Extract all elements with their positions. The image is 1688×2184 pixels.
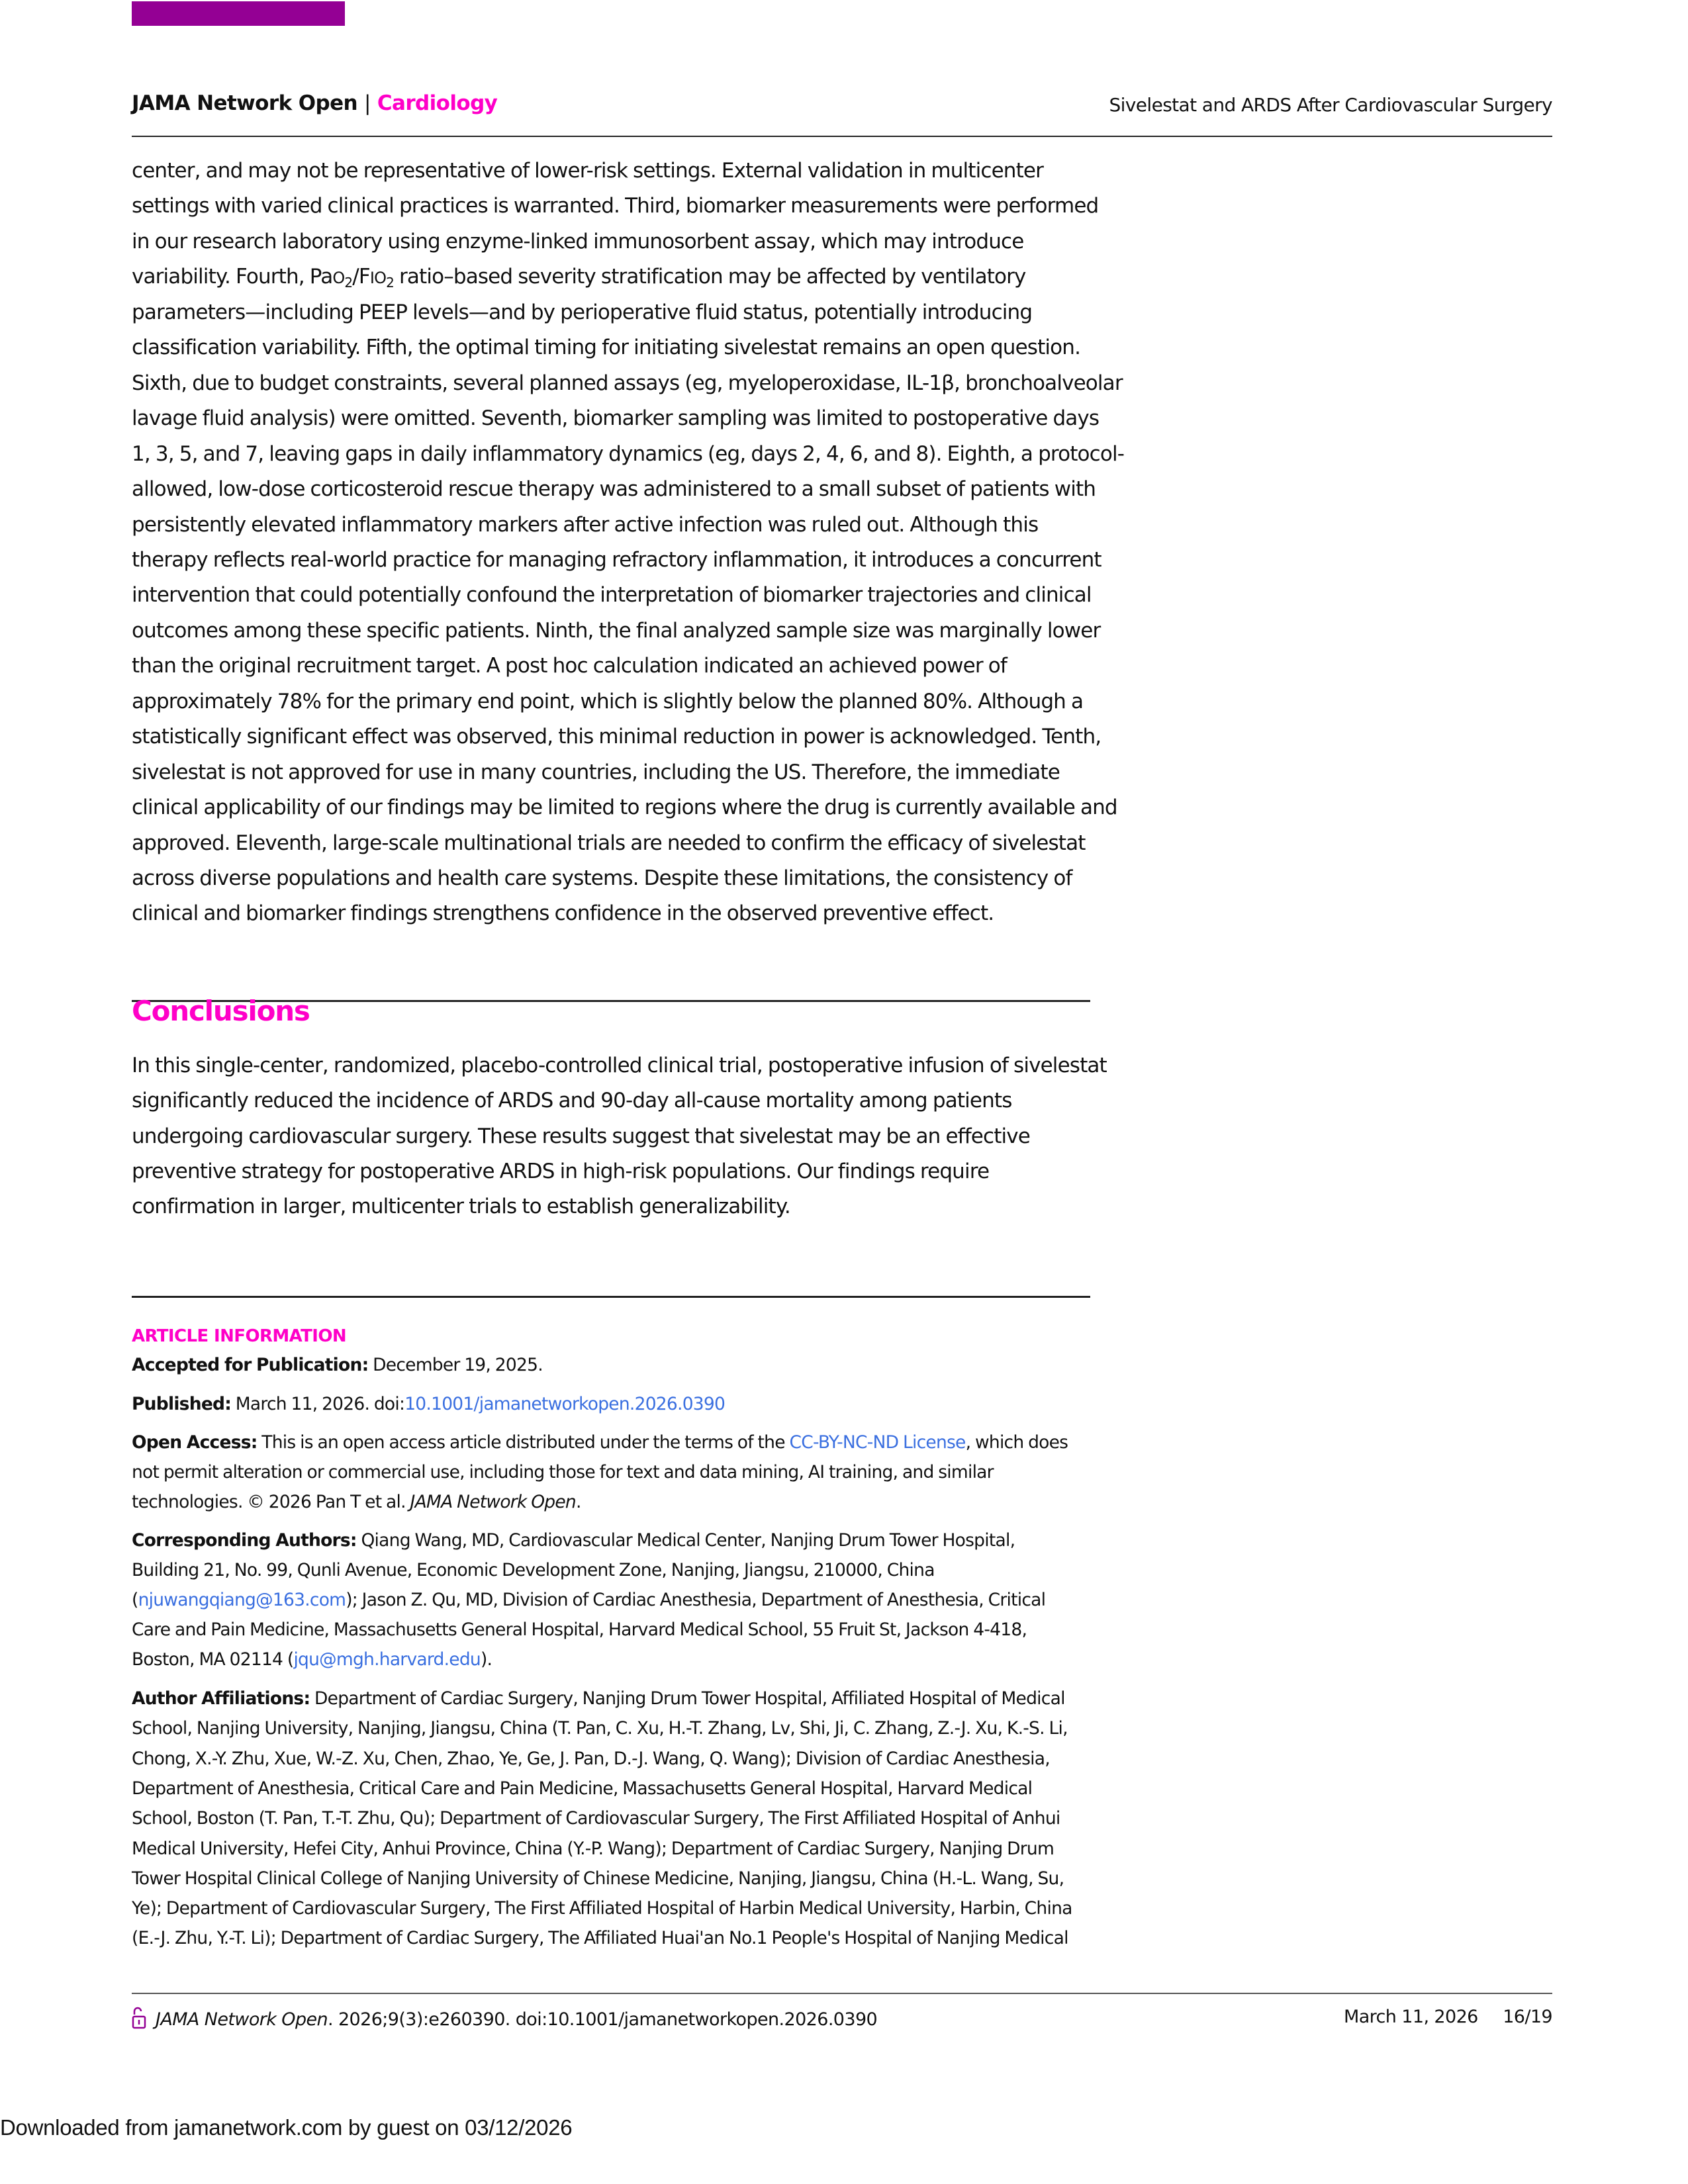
body-text-line: across diverse populations and health care systems. Despite these limitations, the consistency of [132,866,1072,890]
affiliations-label: Author Affiliations: [132,1688,310,1709]
affiliation-line: Department of Anesthesia, Critical Care and Pain Medicine, Massachusetts General Hospital, Harvard Medical [132,1778,1033,1799]
corresponding-text: ). [480,1649,492,1670]
corresponding-text: Boston, MA 02114 ( [132,1649,294,1670]
accepted-label: Accepted for Publication: [132,1355,369,1375]
accepted-line [132,1354,543,1377]
conclusion-text-line: confirmation in larger, multicenter trials to establish generalizability. [132,1195,790,1219]
body-text-line: outcomes among these specific patients. Ninth, the final analyzed sample size was marginally lower [132,618,1101,643]
header-separator: | [364,91,371,115]
corresponding-line-2: Building 21, No. 99, Qunli Avenue, Economic Development Zone, Nanjing, Jiangsu, 210000, China [132,1560,935,1580]
open-access-line-2: not permit alteration or commercial use, including those for text and data mining, AI training, and similar [132,1462,994,1482]
footer-rule [132,1993,1552,1994]
conclusion-text-line: preventive strategy for postoperative ARDS in high-risk populations. Our findings require [132,1159,990,1183]
body-text-line: persistently elevated inflammatory markers after active infection was ruled out. Although this [132,512,1039,537]
body-text-line: lavage fluid analysis) were omitted. Seventh, biomarker sampling was limited to postoperative days [132,406,1100,431]
license-link[interactable]: CC-BY-NC-ND License [789,1432,966,1453]
body-text-line: therapy reflects real-world practice for managing refractory inflammation, it introduces a concurrent [132,547,1102,572]
corresponding-text: ); Jason Z. Qu, MD, Division of Cardiac Anesthesia, Department of Anesthesia, Critical [346,1590,1046,1610]
affiliation-line: School, Boston (T. Pan, T.-T. Zhu, Qu); Department of Cardiovascular Surgery, The First Affiliated Hospital of Anhui [132,1808,1060,1829]
affiliation-text: Department of Cardiac Surgery, Nanjing Drum Tower Hospital, Affiliated Hospital of Medical [314,1688,1065,1709]
brand-color-bar [132,1,345,26]
body-text-line: parameters—including PEEP levels—and by perioperative fluid status, potentially introducing [132,300,1033,324]
conclusion-text-line: In this single-center, randomized, placebo-controlled clinical trial, postoperative infusion of sivelestat [132,1054,1107,1077]
affiliation-line: Tower Hospital Clinical College of Nanjing University of Chinese Medicine, Nanjing, Jiangsu, China (H.-L. Wang, Su, [132,1868,1064,1889]
paren: ( [132,1590,138,1610]
open-access-label: Open Access: [132,1432,258,1453]
body-text-line: classification variability. Fifth, the optimal timing for initiating sivelestat remains an open question. [132,336,1081,360]
section-label: Cardiology [377,91,498,115]
body-text-line: variability. Fourth, $PaO_2/FIO_2$ ratio–based severity stratification may be affected by ventilatory [132,265,1026,291]
conclusion-text-line: undergoing cardiovascular surgery. These results suggest that sivelestat may be an effective [132,1124,1031,1148]
body-text-line: center, and may not be representative of lower-risk settings. External validation in multicenter [132,159,1044,183]
running-header-left [132,91,497,115]
footer-citation [132,2007,877,2030]
journal-name: JAMA Network Open [132,91,358,115]
running-title: Sivelestat and ARDS After Cardiovascular Surgery [1109,94,1552,116]
open-access-line-3 [132,1491,581,1514]
copyright-text: technologies. © 2026 Pan T et al. [132,1492,406,1512]
affiliation-line: School, Nanjing University, Nanjing, Jiangsu, China (T. Pan, C. Xu, H.-T. Zhang, Lv, Shi, Ji, C. Zhang, Z.-J. Xu, K.-S. Li, [132,1718,1068,1739]
corresponding-line-3 [132,1589,1045,1612]
body-text-line: in our research laboratory using enzyme-linked immunosorbent assay, which may introduce [132,229,1024,253]
email-link-wang[interactable]: njuwangqiang@163.com [138,1590,346,1610]
footer-citation-text: . 2026;9(3):e260390. doi:10.1001/jamanetworkopen.2026.0390 [328,2009,878,2030]
body-text-line: intervention that could potentially confound the interpretation of biomarker trajectories and clinical [132,583,1092,608]
footer-journal: JAMA Network Open [156,2009,328,2030]
article-info-heading: ARTICLE INFORMATION [132,1326,347,1346]
body-text-line: settings with varied clinical practices is warranted. Third, biomarker measurements were performed [132,194,1099,218]
body-text-line: approximately 78% for the primary end point, which is slightly below the planned 80%. Although a [132,689,1084,713]
accepted-date: December 19, 2025. [373,1355,543,1375]
body-text-line: 1, 3, 5, and 7, leaving gaps in daily inflammatory dynamics (eg, days 2, 4, 6, and 8). Eighth, a protocol- [132,441,1125,466]
published-date: March 11, 2026. doi: [235,1394,405,1414]
published-line [132,1393,725,1416]
body-text-line: sivelestat is not approved for use in many countries, including the US. Therefore, the immediate [132,760,1060,784]
page-number: 16/19 [1503,2007,1552,2027]
body-text-line: allowed, low-dose corticosteroid rescue therapy was administered to a small subset of patients with [132,477,1096,502]
corresponding-text: Qiang Wang, MD, Cardiovascular Medical Center, Nanjing Drum Tower Hospital, [361,1530,1015,1551]
body-text-line: clinical and biomarker findings strengthens confidence in the observed preventive effect. [132,901,994,926]
header-rule [132,136,1552,137]
footer-date: March 11, 2026 [1344,2007,1478,2027]
published-label: Published: [132,1394,232,1414]
body-text-line: statistically significant effect was observed, this minimal reduction in power is acknowledged. Tenth, [132,725,1102,749]
open-lock-icon [132,2007,149,2029]
doi-link[interactable]: 10.1001/jamanetworkopen.2026.0390 [404,1394,726,1414]
corresponding-line-1 [132,1529,1015,1552]
conclusions-heading: Conclusions [132,995,310,1027]
article-info-divider [132,1296,1090,1298]
body-text-line: Sixth, due to budget constraints, several planned assays (eg, myeloperoxidase, IL-1β, bronchoalveolar [132,371,1123,395]
affiliation-line: Ye); Department of Cardiovascular Surgery, The First Affiliated Hospital of Harbin Medical University, Harbin, China [132,1898,1072,1919]
affiliation-line: Medical University, Hefei City, Anhui Province, China (Y.-P. Wang); Department of Cardiac Surgery, Nanjing Drum [132,1838,1055,1859]
copyright-period: . [575,1492,581,1512]
affiliation-line: Chong, X.-Y. Zhu, Xue, W.-Z. Xu, Chen, Zhao, Ye, Ge, J. Pan, D.-J. Wang, Q. Wang); Division of Cardiac Anesthesia, [132,1748,1050,1769]
download-notice: Downloaded from jamanetwork.com by guest on 03/12/2026 [0,2115,573,2140]
corresponding-line-4: Care and Pain Medicine, Massachusetts General Hospital, Harvard Medical School, 55 Fruit St, Jackson 4-418, [132,1619,1027,1640]
copyright-journal: JAMA Network Open [410,1492,576,1512]
body-text-line: approved. Eleventh, large-scale multinational trials are needed to confirm the efficacy of sivelestat [132,831,1086,855]
conclusion-text-line: significantly reduced the incidence of ARDS and 90-day all-cause mortality among patients [132,1089,1012,1113]
affiliation-line [132,1688,1065,1710]
body-text-line: clinical applicability of our findings may be limited to regions where the drug is currently available and [132,796,1117,820]
corresponding-line-5 [132,1649,492,1671]
open-access-text: This is an open access article distributed under the terms of the [261,1432,785,1453]
open-access-text: , which does [965,1432,1068,1453]
open-access-line-1 [132,1432,1068,1454]
body-text-line: than the original recruitment target. A post hoc calculation indicated an achieved power of [132,654,1007,678]
email-link-qu[interactable]: jqu@mgh.harvard.edu [293,1649,481,1670]
corresponding-label: Corresponding Authors: [132,1530,357,1551]
affiliation-line: (E.-J. Zhu, Y.-T. Li); Department of Cardiac Surgery, The Affiliated Huai'an No.1 People's Hospital of Nanjing Medical [132,1928,1068,1949]
